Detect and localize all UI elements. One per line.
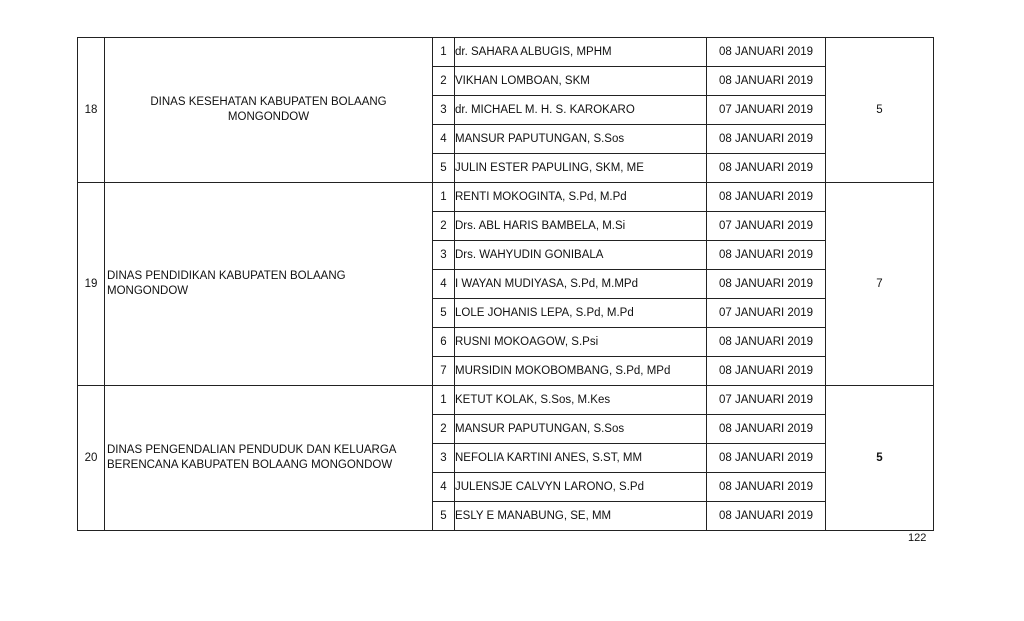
date-cell: 08 JANUARI 2019 <box>707 67 826 96</box>
date-cell: 08 JANUARI 2019 <box>707 183 826 212</box>
row-index: 2 <box>433 67 455 96</box>
person-name: JULIN ESTER PAPULING, SKM, ME <box>455 154 707 183</box>
row-index: 4 <box>433 473 455 502</box>
date-cell: 08 JANUARI 2019 <box>707 473 826 502</box>
table-row <box>78 38 934 67</box>
person-name: KETUT KOLAK, S.Sos, M.Kes <box>455 386 707 415</box>
date-cell: 07 JANUARI 2019 <box>707 212 826 241</box>
person-name: dr. MICHAEL M. H. S. KAROKARO <box>455 96 707 125</box>
person-name: Drs. WAHYUDIN GONIBALA <box>455 241 707 270</box>
group-total: 7 <box>826 183 934 386</box>
table-row <box>78 183 934 212</box>
row-index: 6 <box>433 328 455 357</box>
group-number: 20 <box>78 386 105 531</box>
date-cell: 08 JANUARI 2019 <box>707 502 826 531</box>
date-cell: 08 JANUARI 2019 <box>707 357 826 386</box>
person-name: MANSUR PAPUTUNGAN, S.Sos <box>455 415 707 444</box>
person-name: ESLY E MANABUNG, SE, MM <box>455 502 707 531</box>
person-name: dr. SAHARA ALBUGIS, MPHM <box>455 38 707 67</box>
table-row <box>78 386 934 415</box>
row-index: 5 <box>433 154 455 183</box>
date-cell: 07 JANUARI 2019 <box>707 386 826 415</box>
group-number: 18 <box>78 38 105 183</box>
date-cell: 08 JANUARI 2019 <box>707 328 826 357</box>
agency-name: DINAS PENGENDALIAN PENDUDUK DAN KELUARGA BERENCANA KABUPATEN BOLAANG MONGONDOW <box>105 386 433 531</box>
row-index: 5 <box>433 299 455 328</box>
person-name: RUSNI MOKOAGOW, S.Psi <box>455 328 707 357</box>
group-total: 5 <box>826 38 934 183</box>
row-index: 1 <box>433 38 455 67</box>
row-index: 3 <box>433 241 455 270</box>
person-name: RENTI MOKOGINTA, S.Pd, M.Pd <box>455 183 707 212</box>
date-cell: 08 JANUARI 2019 <box>707 444 826 473</box>
row-index: 2 <box>433 415 455 444</box>
date-cell: 08 JANUARI 2019 <box>707 415 826 444</box>
row-index: 1 <box>433 386 455 415</box>
date-cell: 08 JANUARI 2019 <box>707 241 826 270</box>
row-index: 1 <box>433 183 455 212</box>
page-number: 122 <box>908 532 927 544</box>
date-cell: 07 JANUARI 2019 <box>707 96 826 125</box>
person-name: I WAYAN MUDIYASA, S.Pd, M.MPd <box>455 270 707 299</box>
person-name: Drs. ABL HARIS BAMBELA, M.Si <box>455 212 707 241</box>
row-index: 4 <box>433 270 455 299</box>
agency-name: DINAS KESEHATAN KABUPATEN BOLAANG MONGONDOW <box>105 38 433 183</box>
person-name: VIKHAN LOMBOAN, SKM <box>455 67 707 96</box>
group-number: 19 <box>78 183 105 386</box>
date-cell: 08 JANUARI 2019 <box>707 38 826 67</box>
person-name: MURSIDIN MOKOBOMBANG, S.Pd, MPd <box>455 357 707 386</box>
agency-name: DINAS PENDIDIKAN KABUPATEN BOLAANG MONGONDOW <box>105 183 433 386</box>
person-name: JULENSJE CALVYN LARONO, S.Pd <box>455 473 707 502</box>
group-total: 5 <box>826 386 934 531</box>
row-index: 5 <box>433 502 455 531</box>
row-index: 7 <box>433 357 455 386</box>
person-name: NEFOLIA KARTINI ANES, S.ST, MM <box>455 444 707 473</box>
row-index: 4 <box>433 125 455 154</box>
person-name: MANSUR PAPUTUNGAN, S.Sos <box>455 125 707 154</box>
date-cell: 07 JANUARI 2019 <box>707 299 826 328</box>
row-index: 2 <box>433 212 455 241</box>
personnel-table <box>77 37 934 531</box>
date-cell: 08 JANUARI 2019 <box>707 125 826 154</box>
date-cell: 08 JANUARI 2019 <box>707 154 826 183</box>
row-index: 3 <box>433 96 455 125</box>
person-name: LOLE JOHANIS LEPA, S.Pd, M.Pd <box>455 299 707 328</box>
row-index: 3 <box>433 444 455 473</box>
date-cell: 08 JANUARI 2019 <box>707 270 826 299</box>
